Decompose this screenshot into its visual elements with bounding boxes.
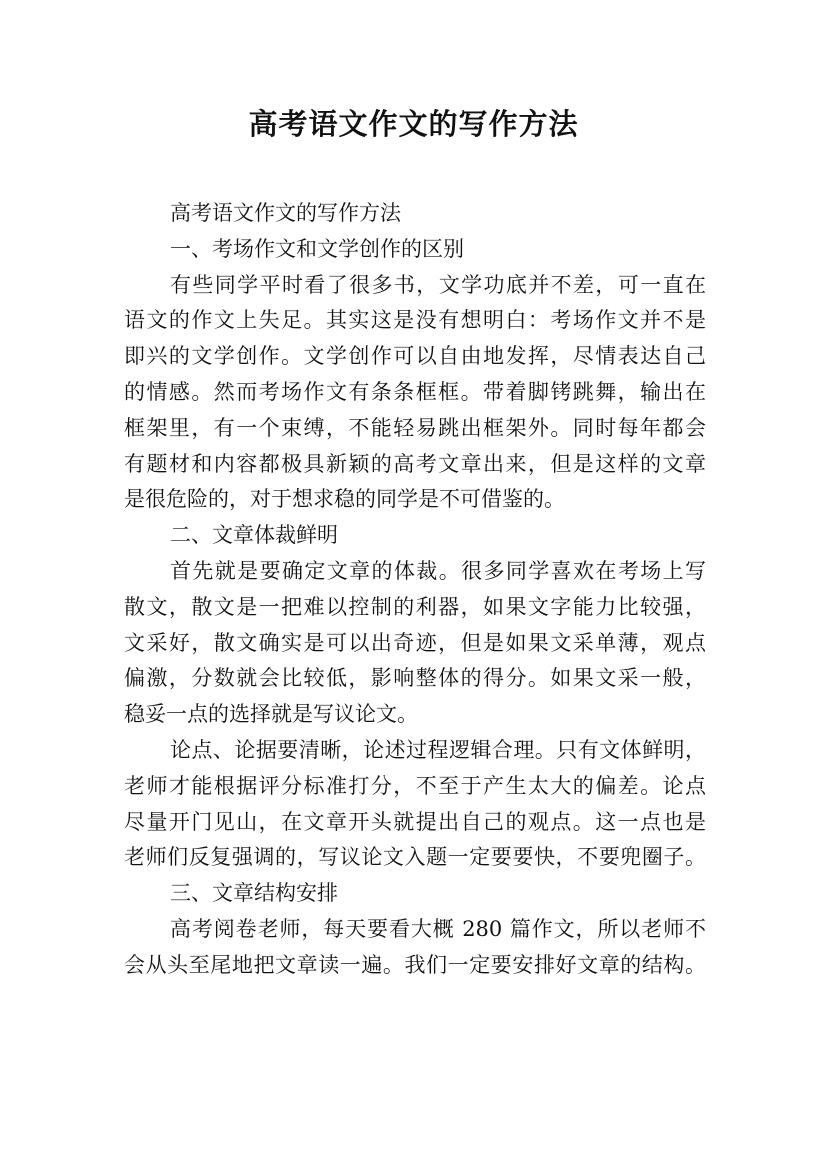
text-line: 稳妥一点的选择就是写议论文。 bbox=[124, 702, 418, 727]
text-line: 老师才能根据评分标准打分，不至于产生太大的偏差。论点 bbox=[124, 773, 706, 798]
text-line: 高考阅卷老师，每天要看大概 280 篇作文，所以老师不 bbox=[170, 916, 706, 941]
text-line: 首先就是要确定文章的体裁。很多同学喜欢在考场上写 bbox=[170, 558, 706, 583]
text-line: 三、文章结构安排 bbox=[170, 881, 338, 906]
text-line: 二、文章体裁鲜明 bbox=[170, 523, 338, 548]
text-line: 即兴的文学创作。文学创作可以自由地发挥，尽情表达自己 bbox=[124, 344, 706, 369]
text-line: 尽量开门见山，在文章开头就提出自己的观点。这一点也是 bbox=[124, 809, 706, 834]
text-line: 框架里，有一个束缚，不能轻易跳出框架外。同时每年都会 bbox=[124, 415, 706, 440]
text-line: 偏激，分数就会比较低，影响整体的得分。如果文采一般， bbox=[124, 666, 706, 691]
text-line: 是很危险的，对于想求稳的同学是不可借鉴的。 bbox=[124, 487, 565, 512]
text-line: 文采好，散文确实是可以出奇迹，但是如果文采单薄，观点 bbox=[124, 630, 706, 655]
text-line: 老师们反复强调的，写议论文入题一定要要快，不要兜圈子。 bbox=[124, 845, 706, 870]
text-line: 散文，散文是一把难以控制的利器，如果文字能力比较强， bbox=[124, 594, 706, 619]
text-line: 的情感。然而考场作文有条条框框。带着脚铐跳舞，输出在 bbox=[124, 379, 706, 404]
document-title: 高考语文作文的写作方法 bbox=[248, 107, 579, 141]
text-line: 高考语文作文的写作方法 bbox=[170, 201, 401, 225]
text-line: 有题材和内容都极具新颖的高考文章出来，但是这样的文章 bbox=[124, 451, 706, 476]
text-line: 论点、论据要清晰，论述过程逻辑合理。只有文体鲜明， bbox=[170, 737, 706, 762]
text-line: 一、考场作文和文学创作的区别 bbox=[170, 236, 464, 261]
text-line: 语文的作文上失足。其实这是没有想明白：考场作文并不是 bbox=[124, 308, 706, 333]
document-body bbox=[124, 196, 706, 984]
text-line: 有些同学平时看了很多书，文学功底并不差，可一直在 bbox=[170, 272, 706, 297]
text-line: 会从头至尾地把文章读一遍。我们一定要安排好文章的结构。 bbox=[124, 952, 706, 977]
